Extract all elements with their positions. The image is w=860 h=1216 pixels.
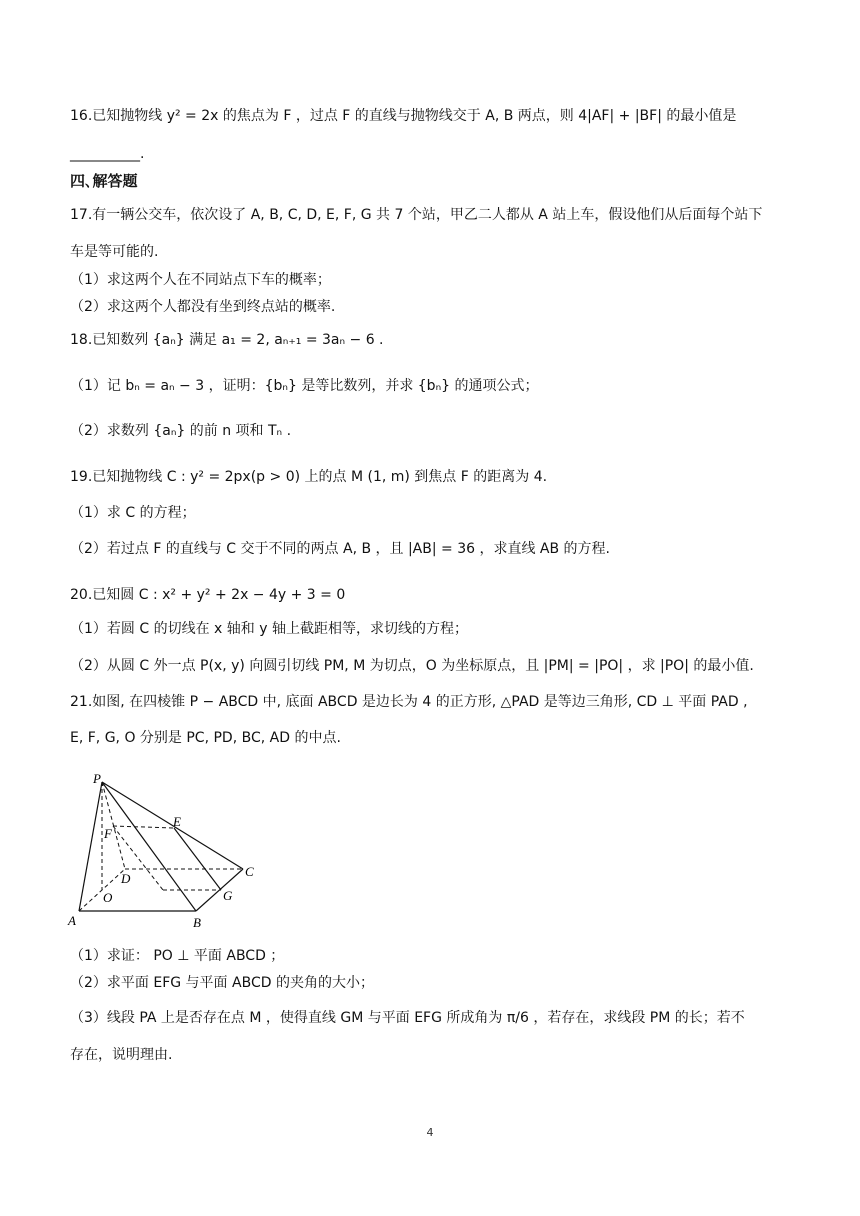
label-e: E bbox=[173, 814, 181, 829]
label-a: A bbox=[68, 913, 76, 928]
q17-line2: 车是等可能的. bbox=[70, 244, 159, 260]
q16-line1: 16.已知抛物线 y² = 2x 的焦点为 F ，过点 F 的直线与抛物线交于 A, B 两点，则 4|AF| + |BF| 的最小值是 bbox=[70, 108, 737, 124]
q17-part2: （2）求这两个人都没有坐到终点站的概率. bbox=[70, 299, 336, 315]
label-p: P bbox=[93, 771, 101, 786]
q19-part2: （2）若过点 F 的直线与 C 交于不同的两点 A, B ，且 |AB| = 36 ，求直线 AB 的方程. bbox=[70, 541, 611, 557]
label-b: B bbox=[193, 915, 201, 930]
q20-part1: （1）若圆 C 的切线在 x 轴和 y 轴上截距相等，求切线的方程； bbox=[70, 621, 468, 637]
label-f: F bbox=[104, 826, 112, 841]
q19-part1: （1）求 C 的方程； bbox=[70, 505, 196, 521]
label-d: D bbox=[121, 871, 131, 886]
label-c: C bbox=[245, 864, 254, 879]
q20-part2: （2）从圆 C 外一点 P(x, y) 向圆引切线 PM, M 为切点，O 为坐标原点，且 |PM| = |PO| ，求 |PO| 的最小值. bbox=[70, 658, 754, 674]
q21-line2: E, F, G, O 分别是 PC, PD, BC, AD 的中点. bbox=[70, 730, 341, 746]
q21-part3: （3）线段 PA 上是否存在点 M ，使得直线 GM 与平面 EFG 所成角为 π/6 ，若存在，求线段 PM 的长；若不 bbox=[70, 1010, 745, 1026]
section-title: 四､解答题 bbox=[70, 172, 138, 190]
q16-line2: __________. bbox=[70, 146, 145, 162]
q17-line1: 17.有一辆公交车，依次设了 A, B, C, D, E, F, G 共 7 个站，甲乙二人都从 A 站上车，假设他们从后面每个站下 bbox=[70, 207, 763, 223]
q21-part1: （1）求证： PO ⊥ 平面 ABCD ； bbox=[70, 948, 285, 964]
q18-part1: （1）记 bₙ = aₙ − 3 ，证明：{bₙ} 是等比数列，并求 {bₙ} 的通项公式； bbox=[70, 378, 539, 394]
q18-part2: （2）求数列 {aₙ} 的前 n 项和 Tₙ . bbox=[70, 423, 292, 439]
q18-stem: 18.已知数列 {aₙ} 满足 a₁ = 2, aₙ₊₁ = 3aₙ − 6 . bbox=[70, 332, 384, 348]
q21-part2: （2）求平面 EFG 与平面 ABCD 的夹角的大小； bbox=[70, 975, 374, 991]
q21-part3b: 存在，说明理由. bbox=[70, 1047, 173, 1063]
q20-stem: 20.已知圆 C : x² + y² + 2x − 4y + 3 = 0 bbox=[70, 587, 346, 603]
q21-line1: 21.如图, 在四棱锥 P − ABCD 中, 底面 ABCD 是边长为 4 的正方形, △PAD 是等边三角形, CD ⊥ 平面 PAD , bbox=[70, 694, 748, 710]
page-number: 4 bbox=[426, 1126, 434, 1139]
pyramid-figure bbox=[65, 770, 265, 930]
label-g: G bbox=[223, 888, 233, 903]
label-o: O bbox=[103, 890, 113, 905]
q17-part1: （1）求这两个人在不同站点下车的概率； bbox=[70, 272, 331, 288]
q19-stem: 19.已知抛物线 C : y² = 2px(p > 0) 上的点 M (1, m) 到焦点 F 的距离为 4. bbox=[70, 469, 548, 485]
